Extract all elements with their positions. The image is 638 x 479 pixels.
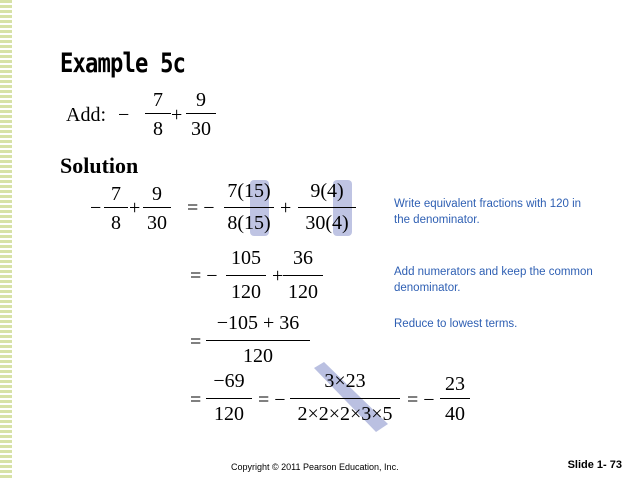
- lhs-numerator-1: 7: [111, 183, 121, 205]
- plus-sign: +: [171, 104, 183, 126]
- problem-numerator-2: 9: [196, 89, 206, 111]
- step2-numerator-1: 105: [231, 247, 261, 269]
- equals-minus: = −: [258, 389, 286, 411]
- fraction-bar: [206, 398, 252, 399]
- step3-denominator: 120: [243, 345, 273, 367]
- step4-denominator-2: 2×2×2×3×5: [297, 403, 393, 425]
- add-label: Add:: [66, 104, 106, 126]
- equals-minus: = −: [187, 197, 215, 219]
- lhs-denominator-1: 8: [111, 212, 121, 234]
- equals-sign: =: [190, 331, 202, 353]
- step1-denominator-2: 30(4): [305, 212, 349, 234]
- note-reduce: Reduce to lowest terms.: [394, 318, 518, 330]
- equals-sign: =: [190, 389, 202, 411]
- note-add-numerators: Add numerators and keep the common denominator.: [394, 266, 593, 294]
- step4-denominator-1: 120: [214, 403, 244, 425]
- fraction-bar: [298, 207, 356, 208]
- step1-numerator-2: 9(4): [310, 180, 344, 202]
- step4-numerator-1: −69: [213, 370, 245, 392]
- slide-title: Example 5c: [60, 48, 186, 79]
- copyright-text: Copyright © 2011 Pearson Education, Inc.: [231, 462, 399, 472]
- lhs-denominator-2: 30: [147, 212, 167, 234]
- problem-denominator-1: 8: [153, 118, 163, 140]
- lhs-numerator-2: 9: [152, 183, 162, 205]
- step1-numerator-1: 7(15): [227, 180, 271, 202]
- fraction-bar: [226, 275, 266, 276]
- step2-denominator-1: 120: [231, 281, 261, 303]
- plus-sign: +: [280, 197, 292, 219]
- plus-sign: +: [129, 197, 141, 219]
- slide-number: Slide 1- 73: [567, 459, 622, 471]
- step1-denominator-1: 8(15): [227, 212, 271, 234]
- fraction-bar: [440, 398, 470, 399]
- result-denominator: 40: [445, 403, 465, 425]
- fraction-bar: [224, 207, 274, 208]
- minus-sign: −: [118, 104, 130, 126]
- fraction-bar: [145, 113, 171, 114]
- step2-numerator-2: 36: [293, 247, 313, 269]
- fraction-bar: [290, 398, 400, 399]
- problem-denominator-2: 30: [191, 118, 211, 140]
- step3-numerator: −105 + 36: [216, 312, 300, 334]
- fraction-bar: [104, 207, 128, 208]
- equals-minus: = −: [407, 389, 435, 411]
- fraction-bar: [283, 275, 323, 276]
- decorative-left-bar: [0, 0, 12, 479]
- step4-numerator-2: 3×23: [324, 370, 366, 392]
- solution-heading: Solution: [60, 153, 139, 178]
- minus-sign: −: [90, 197, 102, 219]
- note-equivalent-fractions: Write equivalent fractions with 120 in the denominator.: [394, 198, 582, 226]
- result-numerator: 23: [445, 373, 465, 395]
- fraction-bar: [186, 113, 216, 114]
- problem-numerator-1: 7: [153, 89, 163, 111]
- step2-denominator-2: 120: [288, 281, 318, 303]
- equals-minus: = −: [190, 265, 218, 287]
- plus-sign: +: [272, 265, 284, 287]
- fraction-bar: [206, 340, 310, 341]
- fraction-bar: [143, 207, 171, 208]
